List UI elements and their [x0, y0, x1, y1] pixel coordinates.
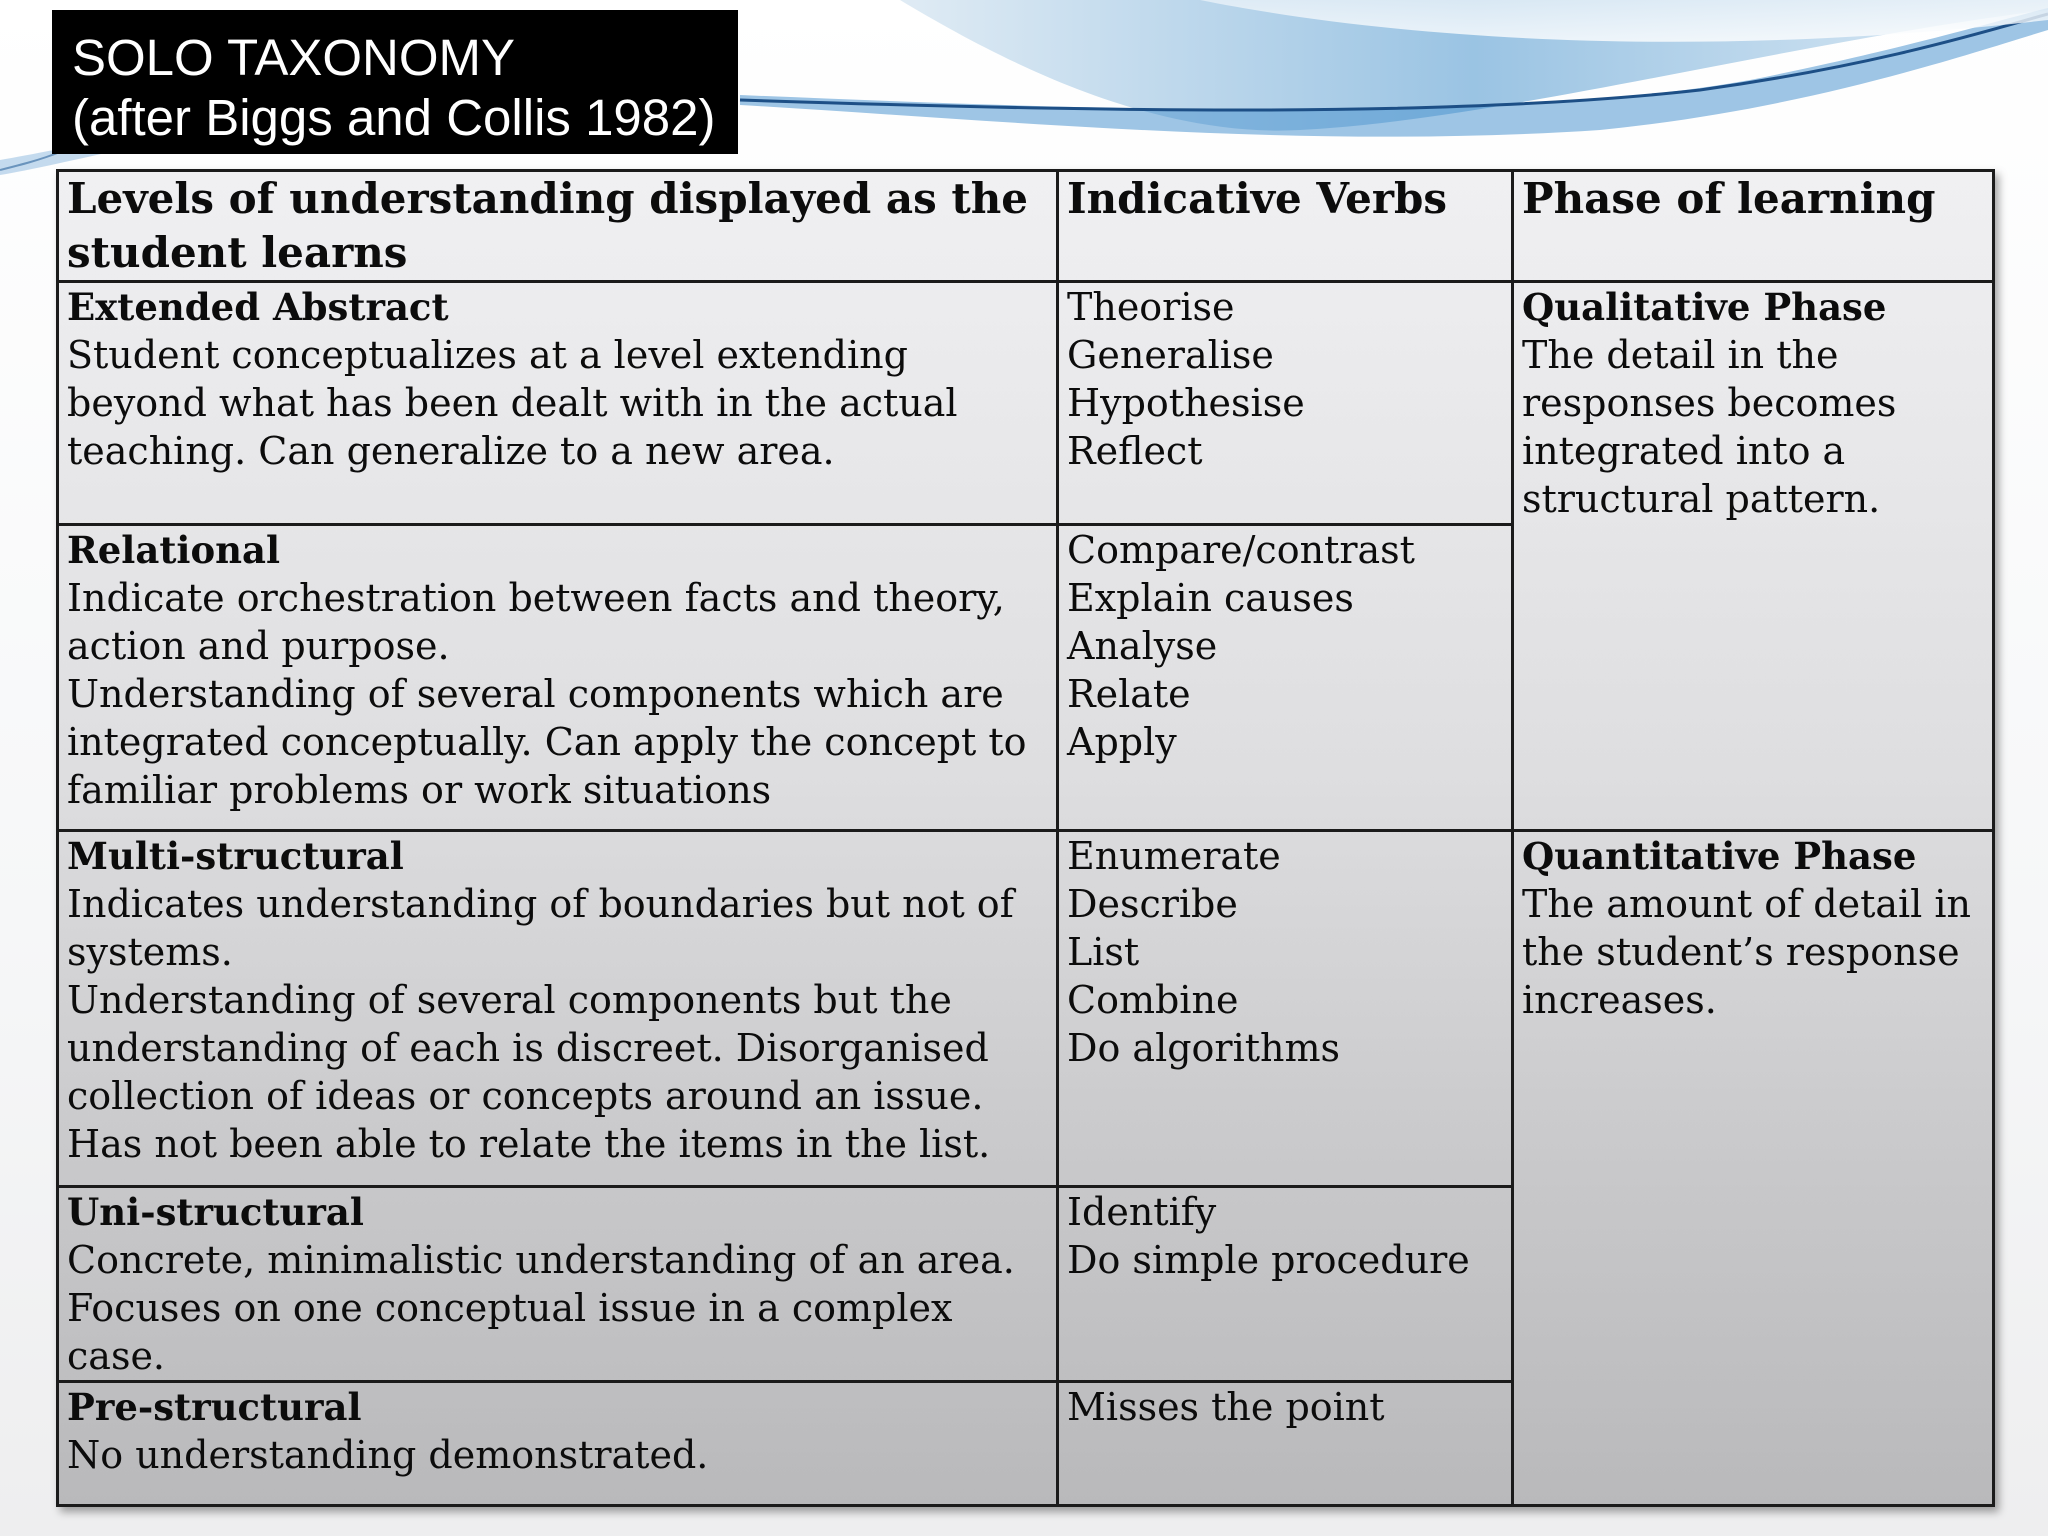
- table-row: [58, 831, 1994, 1187]
- verb-item: Identify: [1067, 1190, 1217, 1234]
- table-header-row: [58, 171, 1994, 282]
- verb-item: Combine: [1067, 978, 1239, 1022]
- level-description: No understanding demonstrated.: [67, 1433, 709, 1477]
- level-description: Concrete, minimalistic understanding of an area.: [67, 1238, 1015, 1282]
- verbs-cell-multi-structural: [1058, 831, 1513, 1187]
- level-description-2: Focuses on one conceptual issue in a complex case.: [67, 1286, 953, 1378]
- phase-description: The amount of detail in the student’s response increases.: [1522, 882, 1972, 1022]
- title-line-1: SOLO TAXONOMY: [72, 29, 516, 86]
- level-title: Uni-structural: [67, 1190, 364, 1234]
- phase-title: Quantitative Phase: [1522, 834, 1917, 878]
- verbs-cell-pre-structural: [1058, 1382, 1513, 1506]
- verb-item: Do simple procedure: [1067, 1238, 1470, 1282]
- level-cell-pre-structural: [58, 1382, 1058, 1506]
- level-title: Relational: [67, 528, 281, 572]
- title-line-2: (after Biggs and Collis 1982): [72, 89, 716, 146]
- verb-item: Do algorithms: [1067, 1026, 1341, 1070]
- verb-item: Describe: [1067, 882, 1238, 926]
- level-description: Indicates understanding of boundaries but not of systems.: [67, 882, 1014, 974]
- solo-taxonomy-table: [56, 169, 1995, 1507]
- verb-item: Apply: [1067, 720, 1177, 764]
- verbs-cell-uni-structural: [1058, 1187, 1513, 1382]
- level-description: Student conceptualizes at a level extending beyond what has been dealt with in the actual teaching. Can generalize to a new area.: [67, 333, 958, 473]
- level-description-2: Understanding of several components but the understanding of each is discreet. Disorganised collection of ideas or concepts around an issue. Has not been able to relate the items in the list.: [67, 978, 991, 1166]
- level-cell-relational: [58, 525, 1058, 831]
- level-cell-multi-structural: [58, 831, 1058, 1187]
- table-row: [58, 282, 1994, 525]
- verb-item: Compare/contrast: [1067, 528, 1415, 572]
- phase-cell-quantitative: [1513, 831, 1994, 1506]
- verb-item: Relate: [1067, 672, 1191, 716]
- verb-item: Reflect: [1067, 429, 1203, 473]
- level-description-2: Understanding of several components which are integrated conceptually. Can apply the concept to familiar problems or work situations: [67, 672, 1027, 812]
- phase-title: Qualitative Phase: [1522, 285, 1887, 329]
- phase-description: The detail in the responses becomes integrated into a structural pattern.: [1522, 333, 1897, 521]
- verb-item: Analyse: [1067, 624, 1218, 668]
- verb-item: Enumerate: [1067, 834, 1281, 878]
- verb-item: Misses the point: [1067, 1385, 1385, 1429]
- verb-item: Theorise: [1067, 285, 1235, 329]
- phase-cell-qualitative: [1513, 282, 1994, 831]
- verb-item: List: [1067, 930, 1140, 974]
- level-cell-uni-structural: [58, 1187, 1058, 1382]
- level-title: Multi-structural: [67, 834, 404, 878]
- verbs-cell-relational: [1058, 525, 1513, 831]
- header-verbs: Indicative Verbs: [1058, 171, 1513, 282]
- level-title: Pre-structural: [67, 1385, 362, 1429]
- slide-title: [52, 10, 738, 154]
- verb-item: Hypothesise: [1067, 381, 1305, 425]
- verbs-cell-extended-abstract: [1058, 282, 1513, 525]
- level-title: Extended Abstract: [67, 285, 449, 329]
- verb-item: Explain causes: [1067, 576, 1354, 620]
- header-levels: Levels of understanding displayed as the student learns: [58, 171, 1058, 282]
- level-cell-extended-abstract: [58, 282, 1058, 525]
- level-description: Indicate orchestration between facts and theory, action and purpose.: [67, 576, 1005, 668]
- header-phase: Phase of learning: [1513, 171, 1994, 282]
- verb-item: Generalise: [1067, 333, 1274, 377]
